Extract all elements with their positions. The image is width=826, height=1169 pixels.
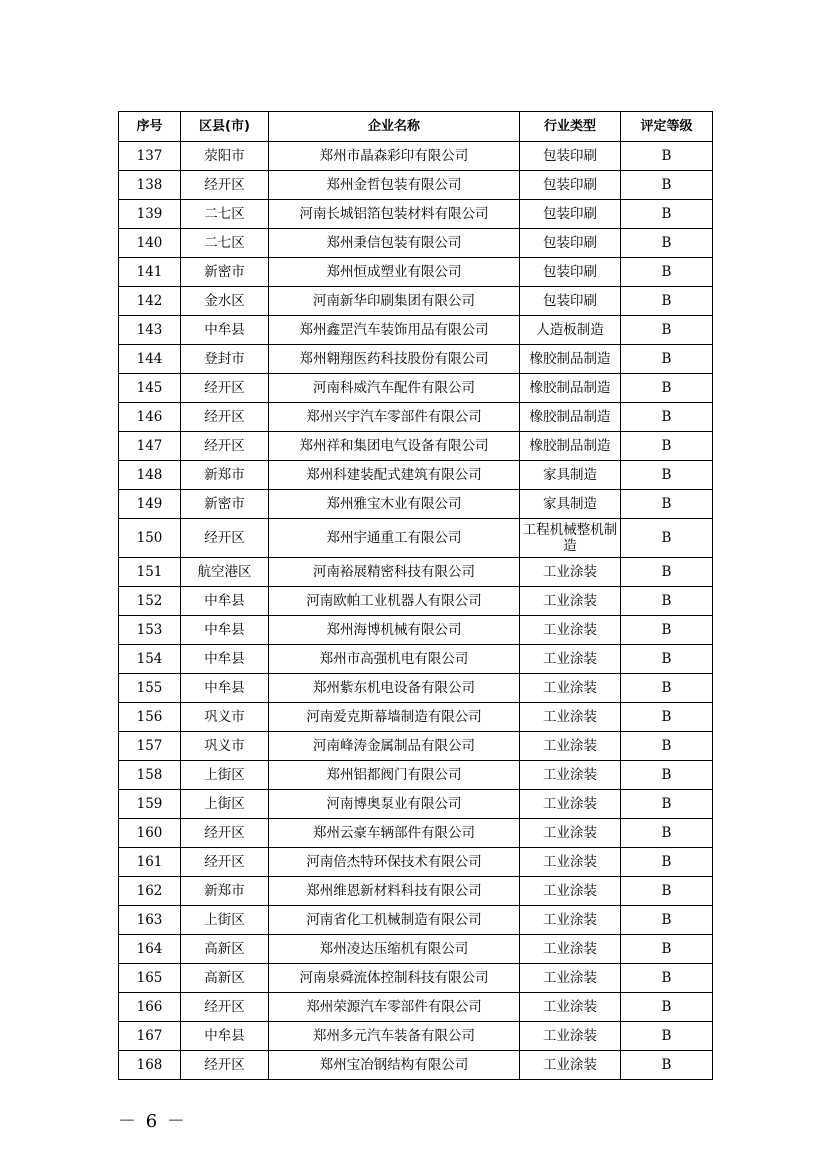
header-industry: 行业类型 xyxy=(520,112,621,142)
grade-cell: B xyxy=(621,645,713,674)
enterprise-rating-table xyxy=(118,111,713,1080)
district-cell: 经开区 xyxy=(181,1051,269,1080)
table-row xyxy=(119,848,713,877)
table-row xyxy=(119,1051,713,1080)
table-row xyxy=(119,519,713,558)
serial-cell: 149 xyxy=(119,490,181,519)
serial-cell: 152 xyxy=(119,587,181,616)
serial-cell: 153 xyxy=(119,616,181,645)
serial-cell: 139 xyxy=(119,200,181,229)
district-cell: 二七区 xyxy=(181,200,269,229)
industry-cell: 橡胶制品制造 xyxy=(520,403,621,432)
grade-cell: B xyxy=(621,287,713,316)
industry-cell: 工业涂装 xyxy=(520,645,621,674)
industry-cell: 工业涂装 xyxy=(520,848,621,877)
district-cell: 上街区 xyxy=(181,906,269,935)
grade-cell: B xyxy=(621,906,713,935)
district-cell: 上街区 xyxy=(181,761,269,790)
grade-cell: B xyxy=(621,229,713,258)
serial-cell: 143 xyxy=(119,316,181,345)
grade-cell: B xyxy=(621,461,713,490)
serial-cell: 140 xyxy=(119,229,181,258)
district-cell: 航空港区 xyxy=(181,558,269,587)
company-cell: 郑州云豪车辆部件有限公司 xyxy=(269,819,520,848)
table-row xyxy=(119,732,713,761)
company-cell: 郑州凌达压缩机有限公司 xyxy=(269,935,520,964)
table-row xyxy=(119,345,713,374)
industry-cell: 工业涂装 xyxy=(520,761,621,790)
district-cell: 新郑市 xyxy=(181,877,269,906)
grade-cell: B xyxy=(621,316,713,345)
serial-cell: 154 xyxy=(119,645,181,674)
table-row xyxy=(119,790,713,819)
industry-cell: 工业涂装 xyxy=(520,674,621,703)
table-row xyxy=(119,906,713,935)
table-row xyxy=(119,403,713,432)
grade-cell: B xyxy=(621,519,713,558)
industry-cell: 工业涂装 xyxy=(520,906,621,935)
grade-cell: B xyxy=(621,964,713,993)
table-row xyxy=(119,229,713,258)
serial-cell: 158 xyxy=(119,761,181,790)
serial-cell: 138 xyxy=(119,171,181,200)
table-row xyxy=(119,674,713,703)
grade-cell: B xyxy=(621,848,713,877)
header-company: 企业名称 xyxy=(269,112,520,142)
table-row xyxy=(119,964,713,993)
grade-cell: B xyxy=(621,200,713,229)
company-cell: 郑州铝都阀门有限公司 xyxy=(269,761,520,790)
district-cell: 经开区 xyxy=(181,848,269,877)
grade-cell: B xyxy=(621,1051,713,1080)
serial-cell: 155 xyxy=(119,674,181,703)
grade-cell: B xyxy=(621,877,713,906)
district-cell: 新郑市 xyxy=(181,461,269,490)
serial-cell: 137 xyxy=(119,142,181,171)
table-row xyxy=(119,171,713,200)
table-row xyxy=(119,374,713,403)
header-district: 区县(市) xyxy=(181,112,269,142)
grade-cell: B xyxy=(621,790,713,819)
industry-cell: 包装印刷 xyxy=(520,229,621,258)
district-cell: 经开区 xyxy=(181,432,269,461)
serial-cell: 166 xyxy=(119,993,181,1022)
serial-cell: 167 xyxy=(119,1022,181,1051)
company-cell: 河南泉舜流体控制科技有限公司 xyxy=(269,964,520,993)
serial-cell: 168 xyxy=(119,1051,181,1080)
industry-cell: 工业涂装 xyxy=(520,587,621,616)
district-cell: 经开区 xyxy=(181,171,269,200)
industry-cell: 包装印刷 xyxy=(520,142,621,171)
industry-cell: 橡胶制品制造 xyxy=(520,432,621,461)
company-cell: 河南倍杰特环保技术有限公司 xyxy=(269,848,520,877)
grade-cell: B xyxy=(621,345,713,374)
industry-cell: 工业涂装 xyxy=(520,703,621,732)
serial-cell: 156 xyxy=(119,703,181,732)
company-cell: 郑州宝冶钢结构有限公司 xyxy=(269,1051,520,1080)
serial-cell: 147 xyxy=(119,432,181,461)
industry-cell: 工业涂装 xyxy=(520,964,621,993)
company-cell: 郑州市晶森彩印有限公司 xyxy=(269,142,520,171)
company-cell: 郑州维恩新材料科技有限公司 xyxy=(269,877,520,906)
district-cell: 经开区 xyxy=(181,819,269,848)
company-cell: 郑州祥和集团电气设备有限公司 xyxy=(269,432,520,461)
district-cell: 巩义市 xyxy=(181,703,269,732)
company-cell: 郑州金哲包装有限公司 xyxy=(269,171,520,200)
industry-cell: 工业涂装 xyxy=(520,935,621,964)
industry-cell: 包装印刷 xyxy=(520,258,621,287)
industry-cell: 家具制造 xyxy=(520,490,621,519)
company-cell: 郑州海博机械有限公司 xyxy=(269,616,520,645)
industry-cell: 工业涂装 xyxy=(520,993,621,1022)
company-cell: 郑州多元汽车装备有限公司 xyxy=(269,1022,520,1051)
industry-cell: 工业涂装 xyxy=(520,1051,621,1080)
company-cell: 郑州科建装配式建筑有限公司 xyxy=(269,461,520,490)
grade-cell: B xyxy=(621,587,713,616)
grade-cell: B xyxy=(621,703,713,732)
company-cell: 郑州雅宝木业有限公司 xyxy=(269,490,520,519)
industry-cell: 包装印刷 xyxy=(520,287,621,316)
district-cell: 中牟县 xyxy=(181,587,269,616)
company-cell: 郑州兴宇汽车零部件有限公司 xyxy=(269,403,520,432)
serial-cell: 160 xyxy=(119,819,181,848)
district-cell: 上街区 xyxy=(181,790,269,819)
table-row xyxy=(119,587,713,616)
district-cell: 经开区 xyxy=(181,374,269,403)
company-cell: 河南科威汽车配件有限公司 xyxy=(269,374,520,403)
industry-cell: 橡胶制品制造 xyxy=(520,374,621,403)
serial-cell: 159 xyxy=(119,790,181,819)
industry-cell: 工程机械整机制造 xyxy=(520,519,621,558)
serial-cell: 148 xyxy=(119,461,181,490)
industry-cell: 工业涂装 xyxy=(520,1022,621,1051)
company-cell: 河南裕展精密科技有限公司 xyxy=(269,558,520,587)
table-row xyxy=(119,703,713,732)
table-row xyxy=(119,316,713,345)
table-row xyxy=(119,558,713,587)
table-row xyxy=(119,993,713,1022)
table-row xyxy=(119,432,713,461)
serial-cell: 150 xyxy=(119,519,181,558)
table-row xyxy=(119,461,713,490)
district-cell: 经开区 xyxy=(181,519,269,558)
company-cell: 郑州恒成塑业有限公司 xyxy=(269,258,520,287)
serial-cell: 165 xyxy=(119,964,181,993)
industry-cell: 工业涂装 xyxy=(520,819,621,848)
company-cell: 河南省化工机械制造有限公司 xyxy=(269,906,520,935)
industry-cell: 家具制造 xyxy=(520,461,621,490)
header-grade: 评定等级 xyxy=(621,112,713,142)
serial-cell: 163 xyxy=(119,906,181,935)
district-cell: 中牟县 xyxy=(181,645,269,674)
company-cell: 河南新华印刷集团有限公司 xyxy=(269,287,520,316)
industry-cell: 工业涂装 xyxy=(520,616,621,645)
table-row xyxy=(119,645,713,674)
industry-cell: 工业涂装 xyxy=(520,877,621,906)
district-cell: 巩义市 xyxy=(181,732,269,761)
table-row xyxy=(119,616,713,645)
company-cell: 郑州荣源汽车零部件有限公司 xyxy=(269,993,520,1022)
grade-cell: B xyxy=(621,674,713,703)
district-cell: 中牟县 xyxy=(181,316,269,345)
table-row xyxy=(119,1022,713,1051)
industry-cell: 工业涂装 xyxy=(520,790,621,819)
serial-cell: 141 xyxy=(119,258,181,287)
page-number: － 6 － xyxy=(118,1111,187,1132)
grade-cell: B xyxy=(621,374,713,403)
grade-cell: B xyxy=(621,490,713,519)
company-cell: 河南博奥泵业有限公司 xyxy=(269,790,520,819)
grade-cell: B xyxy=(621,1022,713,1051)
table-row xyxy=(119,490,713,519)
serial-cell: 164 xyxy=(119,935,181,964)
serial-cell: 146 xyxy=(119,403,181,432)
district-cell: 登封市 xyxy=(181,345,269,374)
district-cell: 高新区 xyxy=(181,935,269,964)
district-cell: 中牟县 xyxy=(181,674,269,703)
company-cell: 河南爱克斯幕墙制造有限公司 xyxy=(269,703,520,732)
serial-cell: 162 xyxy=(119,877,181,906)
table-row xyxy=(119,287,713,316)
district-cell: 中牟县 xyxy=(181,616,269,645)
grade-cell: B xyxy=(621,258,713,287)
grade-cell: B xyxy=(621,935,713,964)
company-cell: 郑州紫东机电设备有限公司 xyxy=(269,674,520,703)
district-cell: 荥阳市 xyxy=(181,142,269,171)
company-cell: 郑州秉信包装有限公司 xyxy=(269,229,520,258)
grade-cell: B xyxy=(621,142,713,171)
company-cell: 郑州翱翔医药科技股份有限公司 xyxy=(269,345,520,374)
table-row xyxy=(119,877,713,906)
serial-cell: 142 xyxy=(119,287,181,316)
district-cell: 二七区 xyxy=(181,229,269,258)
table-row xyxy=(119,258,713,287)
district-cell: 经开区 xyxy=(181,993,269,1022)
table-row xyxy=(119,935,713,964)
company-cell: 河南长城铝箔包装材料有限公司 xyxy=(269,200,520,229)
table-row xyxy=(119,761,713,790)
grade-cell: B xyxy=(621,993,713,1022)
district-cell: 经开区 xyxy=(181,403,269,432)
industry-cell: 橡胶制品制造 xyxy=(520,345,621,374)
table-body xyxy=(119,142,713,1080)
industry-cell: 工业涂装 xyxy=(520,732,621,761)
grade-cell: B xyxy=(621,403,713,432)
serial-cell: 145 xyxy=(119,374,181,403)
serial-cell: 157 xyxy=(119,732,181,761)
district-cell: 中牟县 xyxy=(181,1022,269,1051)
industry-cell: 人造板制造 xyxy=(520,316,621,345)
grade-cell: B xyxy=(621,819,713,848)
grade-cell: B xyxy=(621,171,713,200)
district-cell: 金水区 xyxy=(181,287,269,316)
industry-cell: 工业涂装 xyxy=(520,558,621,587)
district-cell: 新密市 xyxy=(181,258,269,287)
district-cell: 新密市 xyxy=(181,490,269,519)
company-cell: 郑州宇通重工有限公司 xyxy=(269,519,520,558)
table-row xyxy=(119,200,713,229)
table-header-row xyxy=(119,112,713,142)
serial-cell: 151 xyxy=(119,558,181,587)
table-row xyxy=(119,819,713,848)
serial-cell: 161 xyxy=(119,848,181,877)
industry-cell: 包装印刷 xyxy=(520,200,621,229)
company-cell: 河南欧帕工业机器人有限公司 xyxy=(269,587,520,616)
district-cell: 高新区 xyxy=(181,964,269,993)
serial-cell: 144 xyxy=(119,345,181,374)
grade-cell: B xyxy=(621,761,713,790)
grade-cell: B xyxy=(621,616,713,645)
header-serial: 序号 xyxy=(119,112,181,142)
company-cell: 河南峰涛金属制品有限公司 xyxy=(269,732,520,761)
company-cell: 郑州市高强机电有限公司 xyxy=(269,645,520,674)
grade-cell: B xyxy=(621,432,713,461)
industry-cell: 包装印刷 xyxy=(520,171,621,200)
table-row xyxy=(119,142,713,171)
grade-cell: B xyxy=(621,558,713,587)
company-cell: 郑州鑫罡汽车装饰用品有限公司 xyxy=(269,316,520,345)
grade-cell: B xyxy=(621,732,713,761)
